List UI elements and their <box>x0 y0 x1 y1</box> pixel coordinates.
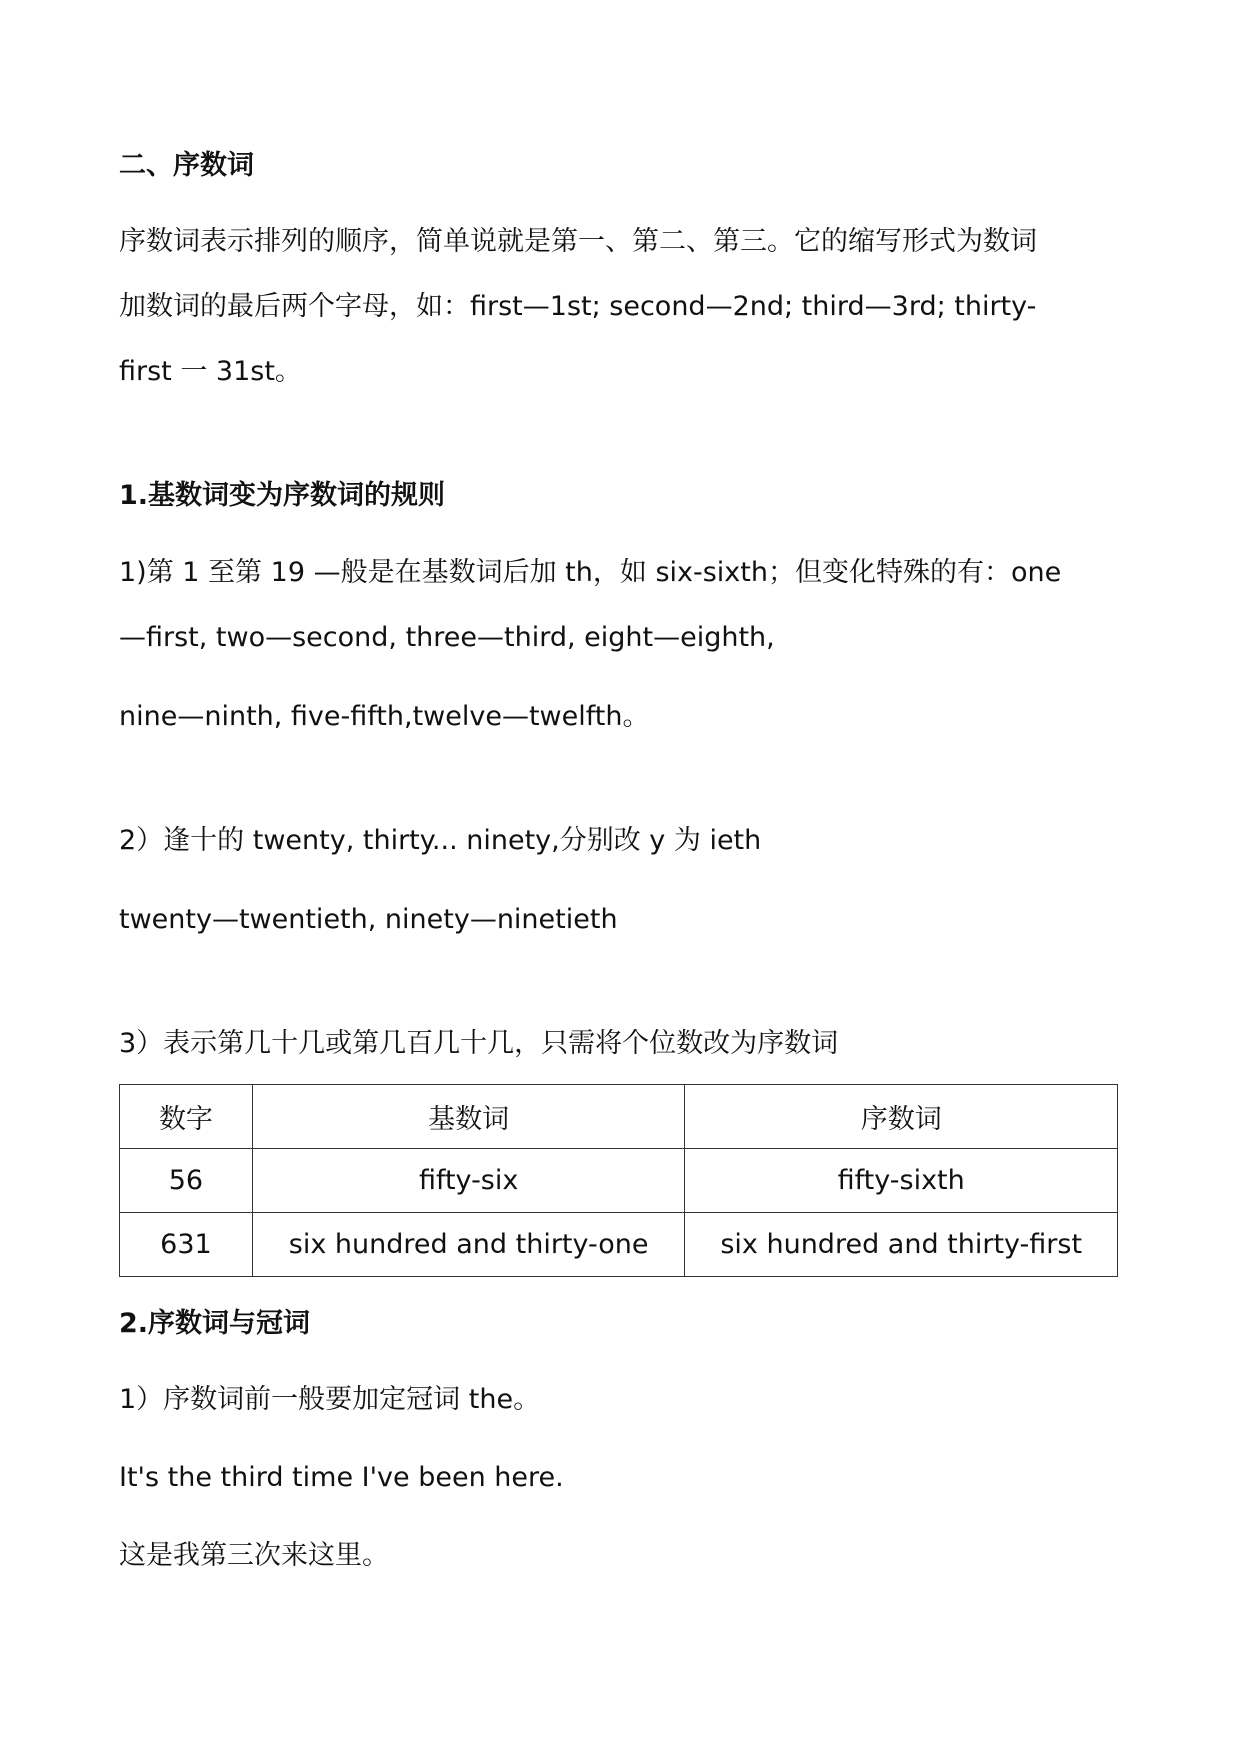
rule1-line-3: nine—ninth, five-fifth,twelve—twelfth。 <box>119 701 650 732</box>
example-english: It's the third time I've been here. <box>119 1462 564 1493</box>
table-cell-number: 631 <box>120 1213 253 1277</box>
table-cell-cardinal: fifty-six <box>252 1149 685 1213</box>
table-row <box>120 1149 1118 1213</box>
rules-heading: 1.基数词变为序数词的规则 <box>119 480 446 511</box>
table-header-cell: 数字 <box>120 1085 253 1149</box>
table-cell-cardinal: six hundred and thirty-one <box>252 1213 685 1277</box>
table-cell-ordinal: fifty-sixth <box>685 1149 1118 1213</box>
intro-line-3: first 一 31st。 <box>119 356 302 387</box>
intro-line-2: 加数词的最后两个字母，如：first—1st; second—2nd; third—3rd; thirty- <box>119 291 1037 322</box>
intro-line-1: 序数词表示排列的顺序，简单说就是第一、第二、第三。它的缩写形式为数词 <box>119 226 1037 257</box>
rule1-line-2: —first, two—second, three—third, eight—eighth, <box>119 622 775 653</box>
ordinal-table-wrapper <box>119 1084 1118 1277</box>
table-cell-ordinal: six hundred and thirty-first <box>685 1213 1118 1277</box>
rule3-line-1: 3）表示第几十几或第几百几十几，只需将个位数改为序数词 <box>119 1028 839 1059</box>
rule1-line-1: 1)第 1 至第 19 —般是在基数词后加 th，如 six-sixth；但变化特殊的有：one <box>119 557 1062 588</box>
section-title: 二、序数词 <box>119 150 254 181</box>
example-chinese: 这是我第三次来这里。 <box>119 1540 389 1571</box>
table-header-cell: 基数词 <box>252 1085 685 1149</box>
articles-rule1: 1）序数词前一般要加定冠词 the。 <box>119 1384 541 1415</box>
ordinal-table <box>119 1084 1118 1277</box>
articles-heading: 2.序数词与冠词 <box>119 1308 311 1339</box>
rule2-line-2: twenty—twentieth, ninety—ninetieth <box>119 904 618 935</box>
table-row <box>120 1213 1118 1277</box>
table-header-cell: 序数词 <box>685 1085 1118 1149</box>
table-header-row <box>120 1085 1118 1149</box>
table-cell-number: 56 <box>120 1149 253 1213</box>
rule2-line-1: 2）逢十的 twenty, thirty... ninety,分别改 y 为 ieth <box>119 825 762 856</box>
